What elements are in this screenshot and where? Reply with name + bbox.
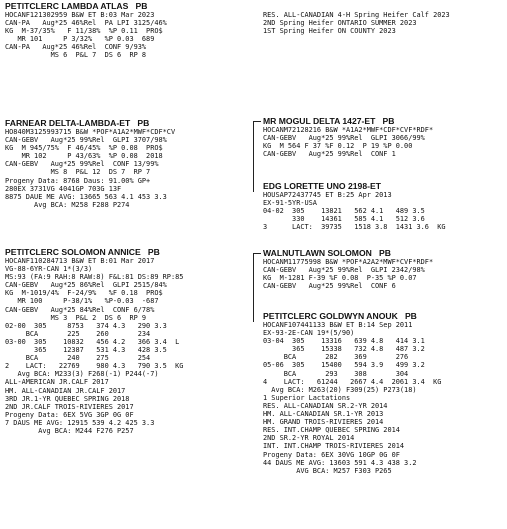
record-line: HO840M3125993715 B&W *POF*A1A2*MWF*CDF*CV	[5, 128, 176, 136]
pedigree-bracket	[253, 253, 261, 322]
record-line: KG M-1019/4% F-24/9% %F 0.18 PRO$	[5, 289, 163, 298]
record-line: HM. ALL-CANADIAN SR.1-YR 2013	[263, 410, 384, 419]
record-line: Avg BCA: M258 F288 P274	[5, 200, 130, 209]
record-line: 4 LACT: 61244 2667 4.4 2061 3.4 KG	[263, 377, 442, 386]
record-line: 330 14361 585 4.1 512 3.6	[263, 215, 425, 224]
pedigree-bracket	[253, 121, 261, 192]
record-line: CAN-GEBV Aug*25 84%Rel CONF 6/78%	[5, 305, 155, 314]
record-line: 3RD JR.1-YR QUEBEC SPRING 2018	[5, 394, 130, 403]
record-line: Avg BCA: M233(3) F268(-1) P244(-7)	[5, 370, 159, 379]
animal-card	[5, 1, 167, 60]
record-line: HM. GRAND TROIS-RIVIERES 2014	[263, 418, 384, 427]
animal-card	[5, 118, 175, 209]
record-line: MS 3 P&L 2 DS 6 RP 9	[5, 313, 147, 322]
record-line: 7 DAUS ME AVG: 12915 539 4.2 425 3.3	[5, 418, 155, 427]
record-line: CAN-GEBV Aug*25 99%Rel CONF 1	[263, 150, 396, 159]
record-line: KG M 945/75% F 46/45% %P 0.08 PRO$	[5, 144, 163, 153]
record-line: 2 LACT: 22769 980 4.3 790 3.5 KG	[5, 362, 184, 371]
record-line: CAN-GEBV Aug*25 99%Rel CONF 6	[263, 282, 396, 291]
animal-name: MR MOGUL DELTA 1427-ET PB	[263, 116, 395, 126]
record-line: Progeny Data: 6EX 5VG 3GP 0G 0F	[5, 410, 134, 419]
award-list	[263, 11, 450, 35]
record-line: 280EX 3731VG 4041GP 703G 13F	[5, 184, 122, 193]
record-line: HOCANF121302959 B&W ET B:03 Mar 2023	[5, 11, 155, 19]
record-line: 02-00 305 8753 374 4.3 290 3.3	[5, 321, 167, 330]
record-line: AVG BCA: M257 F303 P265	[263, 466, 392, 475]
record-line: CAN-GEBV Aug*25 99%Rel GLPI 3066/99%	[263, 134, 425, 143]
record-line: ALL-AMERICAN JR.CALF 2017	[5, 378, 109, 387]
record-line: MS 6 P&L 7 DS 6 RP 8	[5, 51, 147, 60]
record-line: HOUSAP72437745 ET B:25 Apr 2013	[263, 191, 392, 199]
record-line: 2ND JR.CALF TROIS-RIVIERES 2017	[5, 402, 134, 411]
record-line: HOCANM72128216 B&W *A1A2*MWF*CDF*CVF*RDF*	[263, 126, 434, 134]
animal-name: EDG LORETTE UNO 2198-ET	[263, 181, 381, 191]
animal-name: PETITCLERC LAMBDA ATLAS PB	[5, 1, 148, 11]
animal-name: PETITCLERC SOLOMON ANNICE PB	[5, 247, 160, 257]
record-line: 365 15338 732 4.8 487 3.2	[263, 345, 425, 354]
record-line: 44 DAUS ME AVG: 13603 591 4.3 438 3.2	[263, 458, 417, 467]
record-line: MR 102 P 43/63% %P 0.08 2018	[5, 152, 163, 161]
record-line: BCA 293 308 304	[263, 369, 409, 378]
record-line: CAN-PA Aug*25 46%Rel PA LPI 3125/46%	[5, 19, 167, 28]
record-line: 8875 DAUE ME AVG: 13665 563 4.1 453 3.3	[5, 192, 167, 201]
record-line: CAN-GEBV Aug*25 99%Rel CONF 13/99%	[5, 160, 159, 169]
animal-card	[5, 247, 183, 435]
record-line: MR 100 P-38/1% %P-0.03 -687	[5, 297, 159, 306]
animal-card	[263, 311, 441, 475]
animal-name: PETITCLERC GOLDWYN ANOUK PB	[263, 311, 417, 321]
record-line: Avg BCA: M263(20) F309(25) P273(18)	[263, 385, 417, 394]
record-line: Progeny Data: 8768 Daus: 91.00% GP+	[5, 176, 151, 185]
record-line: CAN-PA Aug*25 46%Rel CONF 9/93%	[5, 43, 147, 52]
record-line: 365 12387 531 4.3 428 3.5	[5, 346, 167, 355]
record-line: 04-02 305 13821 562 4.1 489 3.5	[263, 207, 425, 216]
animal-card	[263, 248, 433, 290]
record-line: MR 101 P 3/32% %P 0.03 689	[5, 35, 155, 44]
record-line: VG-88-6YR-CAN 1*(3/3)	[5, 265, 93, 274]
record-line: HM. ALL-CANADIAN JR.CALF 2017	[5, 386, 126, 395]
record-line: HOCANF110284713 B&W ET B:01 Mar 2017	[5, 257, 155, 265]
record-line: CAN-GEBV Aug*25 99%Rel GLPI 2342/98%	[263, 266, 425, 275]
animal-card	[263, 116, 433, 158]
record-line: 2ND SR.2-YR ROYAL 2014	[263, 434, 355, 443]
animal-name: WALNUTLAWN SOLOMON PB	[263, 248, 391, 258]
record-line: INT. INT.CHAMP TROIS-RIVIERES 2014	[263, 442, 405, 451]
record-line: RES. INT.CHAMP QUEBEC SPRING 2014	[263, 426, 400, 435]
award-line: 2ND Spring Heifer ONTARIO SUMMER 2023	[263, 19, 417, 28]
animal-name: FARNEAR DELTA-LAMBDA-ET PB	[5, 118, 150, 128]
record-line: HOCANM11775998 B&W *POF*A2A2*MWF*CVF*RDF*	[263, 258, 434, 266]
record-line: BCA 240 275 254	[5, 354, 151, 363]
record-line: CAN-GEBV Aug*25 86%Rel GLPI 2515/84%	[5, 281, 167, 290]
record-line: MS 8 P&L 12 DS 7 RP 7	[5, 168, 151, 177]
record-line: CAN-GEBV Aug*25 99%Rel GLPI 3707/98%	[5, 136, 167, 145]
record-line: 03-00 305 10832 456 4.2 366 3.4 L	[5, 337, 180, 346]
record-line: RES. ALL-CANADIAN SR.2-YR 2014	[263, 401, 388, 410]
animal-card	[263, 181, 446, 231]
record-line: 05-06 305 15400 594 3.9 499 3.2	[263, 361, 425, 370]
record-line: MS:93 (FA:9 RAH:8 RAW:8) F&L:81 DS:89 RP:85	[5, 273, 184, 282]
record-line: Avg BCA: M244 F276 P257	[5, 426, 134, 435]
record-line: KG M-1281 F-39 %F 0.08 P-35 %P 0.07	[263, 274, 417, 283]
record-line: BCA 282 369 276	[263, 353, 409, 362]
record-line: 3 LACT: 39735 1518 3.8 1431 3.6 KG	[263, 223, 446, 232]
record-line: Progeny Data: 6EX 30VG 10GP 0G 0F	[263, 450, 400, 459]
award-line: 1ST Spring Heifer ON COUNTY 2023	[263, 27, 396, 36]
award-line: RES. ALL-CANADIAN 4-H Spring Heifer Calf 2023	[263, 11, 450, 19]
record-line: BCA 225 260 234	[5, 329, 151, 338]
record-line: EX-93-2E-CAN 19*(5/90)	[263, 329, 355, 338]
record-line: KG M-37/35% F 11/38% %P 0.11 PRO$	[5, 27, 163, 36]
record-line: EX-91-5YR-USA	[263, 199, 317, 208]
record-line: KG M 564 F 37 %F 0.12 P 19 %P 0.00	[263, 142, 413, 151]
record-line: HOCANF107441133 B&W ET B:14 Sep 2011	[263, 321, 413, 329]
record-line: 03-04 305 13316 639 4.8 414 3.1	[263, 337, 425, 346]
record-line: 1 Superior Lactations	[263, 393, 351, 402]
